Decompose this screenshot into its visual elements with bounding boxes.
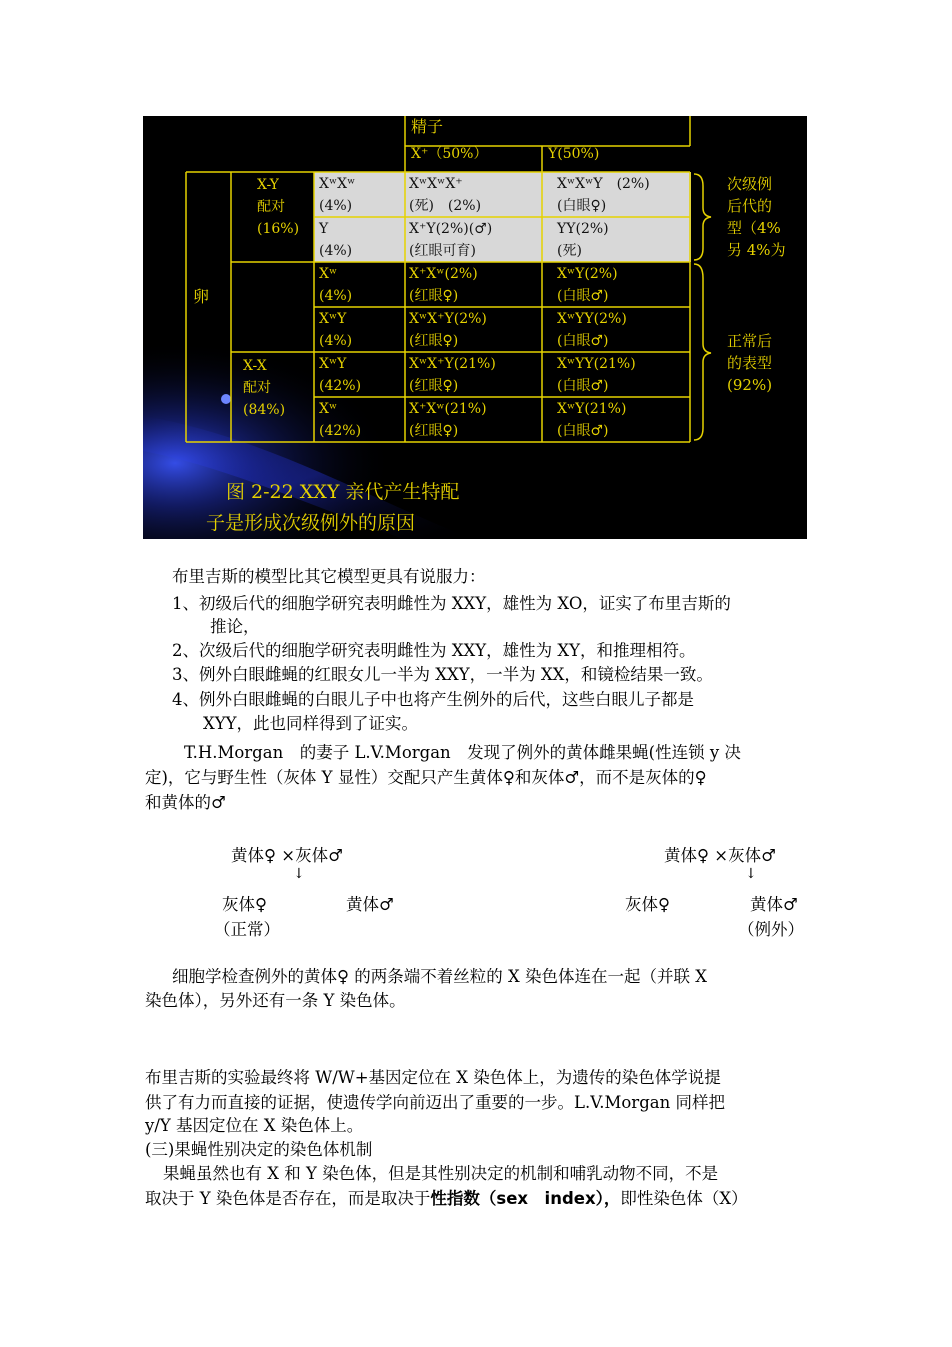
figure-slide [143,116,807,539]
table-cell: X⁺Y(2%)(♂) (红眼可育) [409,221,493,259]
cross-left-parents: 黄体♀ ×灰体♂ [231,846,343,865]
table-cell: XʷY(2%) (白眼♂) [557,266,618,304]
table-cell: XʷYY(21%) (白眼♂) [557,356,636,394]
table-cell: YY(2%) (死) [557,221,609,259]
table-cell: XʷX⁺Y(21%) (红眼♀) [409,356,496,394]
cross-right-parents: 黄体♀ ×灰体♂ [664,846,776,865]
table-row: Xʷ (4%) [319,266,353,304]
col-header-xplus: X⁺（50%） [411,146,488,162]
figure-caption-line1: 图 2-22 XXY 亲代产生特配 [226,481,460,503]
table-row: XʷY (4%) [319,311,353,349]
table-cell: XʷY(21%) (白眼♂) [557,401,627,439]
xy-pair-label: X-Y 配对 (16%) [257,177,300,237]
paragraph-cont: y/Y 基因定位在 X 染色体上。 [145,1116,364,1135]
text-span: 取决于 Y 染色体是否存在，而是取决于 [145,1189,431,1208]
paragraph-cont [145,1188,748,1210]
list-item-cont: 推论， [210,617,260,636]
egg-label: 卵 [193,287,210,306]
paragraph: 布里吉斯的模型比其它模型更具有说服力： [172,567,486,586]
table-row: XʷY (42%) [319,356,362,394]
table-cell: XʷYY(2%) (白眼♂) [557,311,627,349]
cross-right-note: （例外） [738,920,804,939]
paragraph-cont: 供了有力而直接的证据，使遗传学向前迈出了重要的一步。L.V.Morgan 同样把 [145,1093,725,1112]
side-note-secondary: 次级例 后代的 型（4% 另 4%为 [727,175,786,259]
table-cell: XʷX⁺Y(2%) (红眼♀) [409,311,487,349]
table-cell: XʷXʷY (2%) (白眼♀) [557,176,650,214]
cross-right-child2: 黄体♂ [750,895,798,914]
paragraph-cont: 定)，它与野生性（灰体 Y 显性）交配只产生黄体♀和灰体♂，而不是灰体的♀ [145,768,707,787]
paragraph-cont: 染色体），另外还有一条 Y 染色体。 [145,991,406,1010]
paragraph: T.H.Morgan 的妻子 L.V.Morgan 发现了例外的黄体雌果蝇(性连锁 y 决 [184,743,741,762]
cross-left-note: （正常） [214,920,280,939]
paragraph: 细胞学检查例外的黄体♀ 的两条端不着丝粒的 X 染色体连在一起（并联 X [172,967,708,986]
paragraph: 果蝇虽然也有 X 和 Y 染色体，但是其性别决定的机制和哺乳动物不同，不是 [163,1164,719,1183]
list-item-cont: XYY，此也同样得到了证实。 [203,714,419,733]
list-item: 4、例外白眼雌蝇的白眼儿子中也将产生例外的后代，这些白眼儿子都是 [172,690,694,709]
table-row: Xʷ (42%) [319,401,362,439]
section-heading: (三)果蝇性别决定的染色体机制 [145,1140,373,1159]
list-item: 2、次级后代的细胞学研究表明雌性为 XXY，雄性为 XY，和推理相符。 [172,641,696,660]
sperm-header: 精子 [411,117,444,136]
table-row: Y (4%) [319,221,353,259]
table-cell: X⁺Xʷ(21%) (红眼♀) [409,401,487,439]
text-span: 即性染色体（X） [620,1189,748,1208]
paragraph-cont: 和黄体的♂ [145,793,226,812]
side-note-normal: 正常后 的表型 (92%) [727,332,773,394]
cross-left-child2: 黄体♂ [346,895,394,914]
glow-dot [221,394,231,404]
table-row: XʷXʷ (4%) [319,176,356,214]
figure-caption-line2: 子是形成次级例外的原因 [206,512,416,534]
paragraph: 布里吉斯的实验最终将 W/W+基因定位在 X 染色体上，为遗传的染色体学说提 [145,1068,721,1087]
table-cell: XʷXʷX⁺ (死) (2%) [409,176,482,214]
bold-term: 性指数（sex index）， [430,1189,621,1208]
cross-left-child1: 灰体♀ [222,895,268,914]
list-item: 3、例外白眼雌蝇的红眼女儿一半为 XXY，一半为 XX，和镜检结果一致。 [172,665,713,684]
col-header-y: Y(50%) [548,146,600,162]
xx-pair-label: X-X 配对 (84%) [243,358,286,418]
down-arrow-icon: ↓ [745,866,757,882]
list-item: 1、初级后代的细胞学研究表明雌性为 XXY，雄性为 XO，证实了布里吉斯的 [172,594,731,613]
table-cell: X⁺Xʷ(2%) (红眼♀) [409,266,478,304]
down-arrow-icon: ↓ [293,866,305,882]
cross-right-child1: 灰体♀ [625,895,671,914]
